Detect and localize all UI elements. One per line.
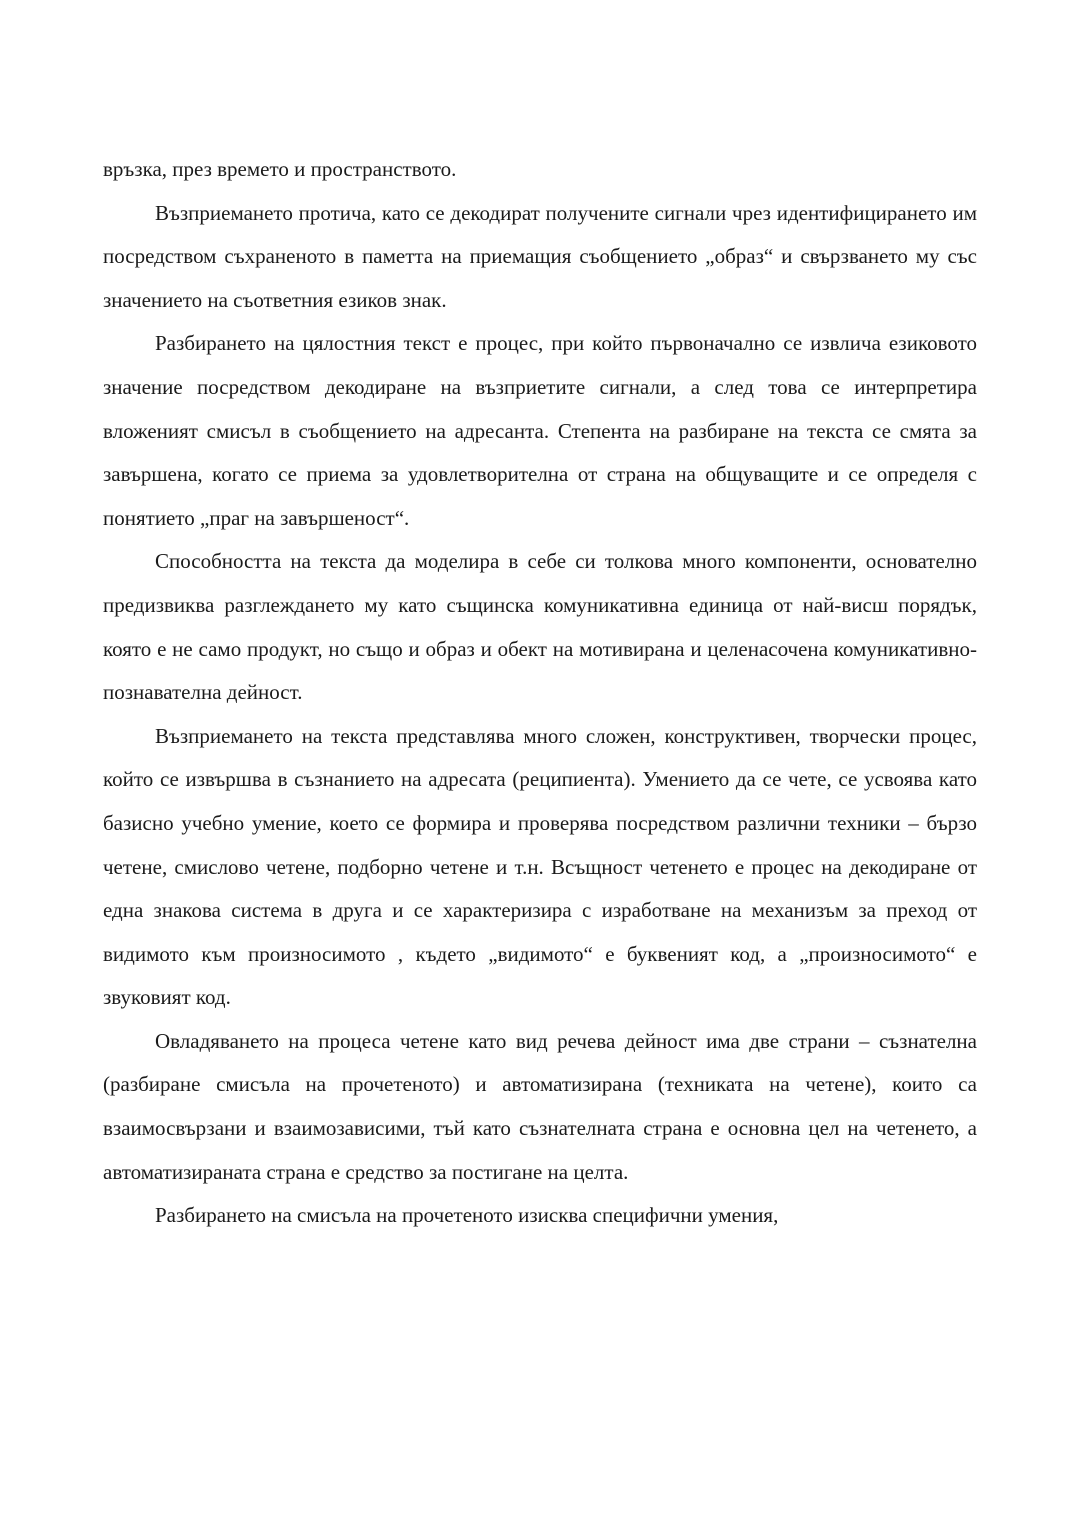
paragraph-understanding: Разбирането на цялостния текст е процес, при който първоначално се извлича езиковото значение посредством декодиране на възприетите сигнали, а след това се интерпретира вложеният смисъл в съобщението на адресанта. Степента на разбиране на текста се смята за завършена, когато се приема за удовлетворителна от страна на общуващите и се определя с понятието „праг на завършеност“. bbox=[103, 331, 977, 530]
paragraph-reading-mastery: Овладяването на процеса четене като вид речева дейност има две страни – съзнателна (разбиране смисъла на прочетеното) и автоматизирана (техниката на четене), които са взаимосвързани и взаимозависими, тъй като съзнателната страна е основна цел на четенето, а автоматизираната страна е средство за постигане на целта. bbox=[103, 1028, 977, 1184]
paragraph-text-ability: Способността на текста да моделира в себе си толкова много компоненти, основателно предизвиква разглеждането му като същинска комуникативна единица от най-висш порядък, която е не само продукт, но също и образ и обект на мотивирана и целенасочена комуникативно-познавателна дейност. bbox=[103, 549, 977, 705]
document-body bbox=[103, 148, 977, 1238]
paragraph-perception: Възприемането протича, като се декодират получените сигнали чрез идентифицирането им посредством съхраненото в паметта на приемащия съобщението „образ“ и свързването му със значението на съответния езиков знак. bbox=[103, 200, 977, 312]
paragraph-comprehension: Разбирането на смисъла на прочетеното изисква специфични умения, bbox=[155, 1203, 779, 1228]
paragraph-continuation: връзка, през времето и пространството. bbox=[103, 157, 457, 181]
paragraph-text-perception: Възприемането на текста представлява много сложен, конструктивен, творчески процес, който се извършва в съзнанието на адресата (реципиента). Умението да се чете, се усвоява като базисно учебно умение, което се формира и проверява посредством различни техники – бързо четене, смислово четене, подборно четене и т.н. Всъщност четенето е процес на декодиране от една знакова система в друга и се характеризира с изработване на механизъм за преход от видимото към произносимото , където „видимото“ е буквеният код, а „произносимото“ е звуковият код. bbox=[103, 723, 977, 1010]
